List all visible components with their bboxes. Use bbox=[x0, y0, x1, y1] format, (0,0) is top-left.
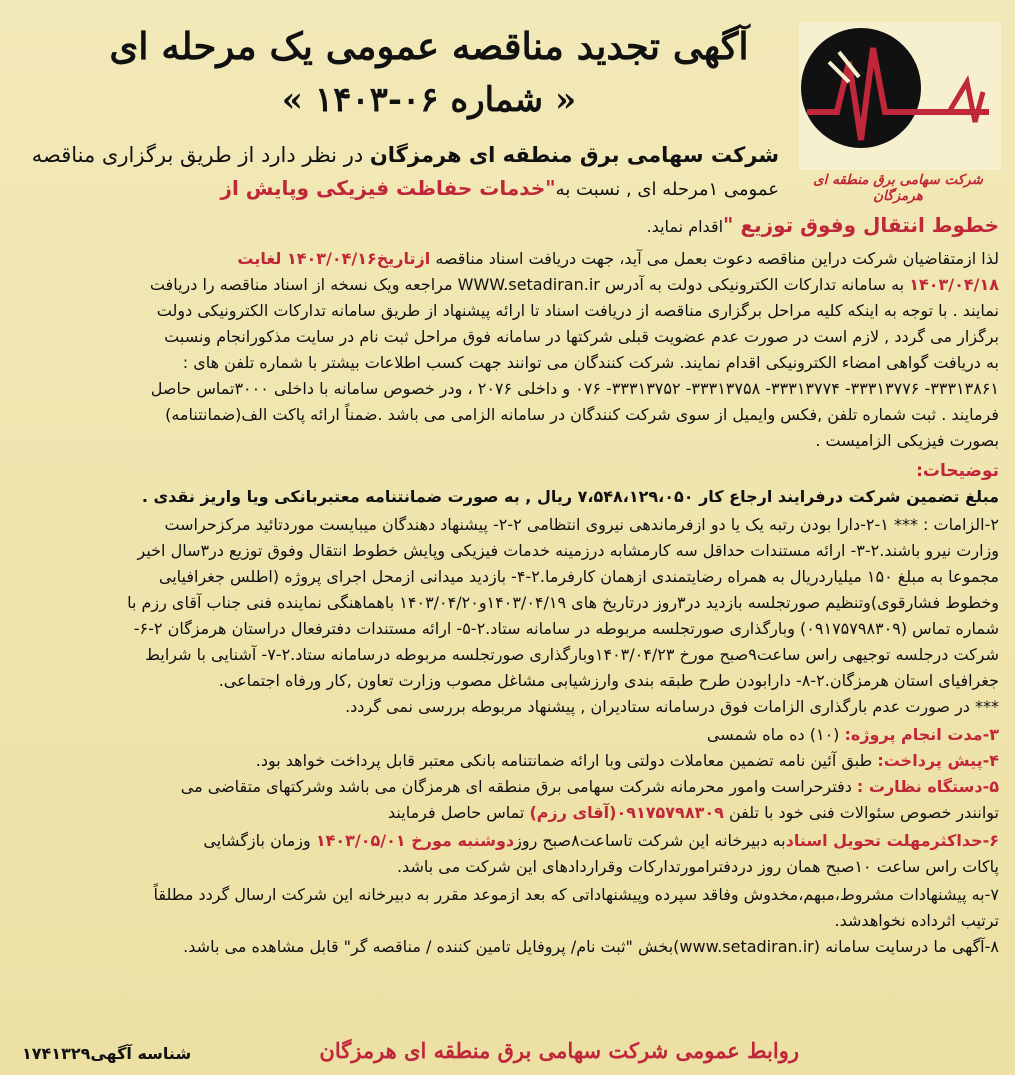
body-text: به سامانه تدارکات الکترونیکی دولت به آدرس WWW.setadiran.ir مراجعه ویک نسخه از اسناد مناقصه را دریافت bbox=[149, 275, 910, 294]
note-item-5 bbox=[16, 774, 999, 800]
note-item-6-cont: پاکات راس ساعت ۱۰صبح همان روز دردفترامورتدارکات وقراردادهای این شرکت می باشد. bbox=[396, 857, 999, 876]
doc-end-date: ۱۴۰۳/۰۴/۱۸ bbox=[909, 275, 999, 294]
note-item-7-cont: ترتیب اثرداده نخواهدشد. bbox=[834, 911, 999, 930]
item-text: توانندر خصوص سئوالات فنی خود با تلفن bbox=[723, 803, 999, 822]
ad-id: شناسه آگهی۱۷۴۱۳۲۹ bbox=[22, 1044, 192, 1063]
item-text: طبق آئین نامه تضمین معاملات دولتی وبا ارائه ضمانتنامه بانکی معتبر قابل پرداخت خواهد بود. bbox=[255, 751, 878, 770]
requirements-note: *** در صورت عدم بارگذاری الزامات فوق درسامانه ستادیران , پیشنهاد مربوطه بررسی نمی گردد. bbox=[345, 697, 999, 716]
requirements-line: ۲-الزامات : *** ۱-۲-دارا بودن رتبه یک یا دو ازفرماندهی نیروی انتظامی ۲-۲- پیشنهاد دهندگان میبایست موردتائید مرکزحراست bbox=[164, 515, 999, 534]
note-item-5-cont bbox=[16, 800, 999, 826]
item-text: تماس حاصل فرمایند bbox=[388, 803, 530, 822]
intro-line-2 bbox=[16, 174, 779, 204]
public-relations: روابط عمومی شرکت سهامی برق منطقه ای هرمزگان bbox=[319, 1038, 799, 1063]
body-line bbox=[16, 246, 999, 272]
intro-line-1 bbox=[16, 140, 779, 170]
requirements-line: شرکت درجلسه توجیهی راس ساعت۹صبح مورخ ۱۴۰۳/۰۴/۲۳وبارگذاری صورتجلسه مربوطه درسامانه ستاد.۲-۷- آشنایی با شرایط bbox=[145, 645, 999, 664]
note-item-6 bbox=[16, 828, 999, 854]
logo-icon bbox=[799, 22, 1001, 170]
doc-dates: ازتاریخ۱۴۰۳/۰۴/۱۶ لغایت bbox=[237, 249, 431, 268]
requirements-line: وزارت نیرو باشند.۲-۳- ارائه مستندات حداقل سه کارمشابه درزمینه خدمات فیزیکی وپایش خطوط انتقال وفوق توزیع در۳سال اخیر bbox=[137, 541, 999, 560]
tender-number: « شماره ۰۶-۱۴۰۳ » bbox=[281, 80, 577, 120]
deadline-date: دوشنبه مورخ ۱۴۰۳/۰۵/۰۱ bbox=[315, 831, 515, 850]
item-label: ۶-حداکثرمهلت تحویل اسناد bbox=[785, 831, 999, 850]
item-label: ۵-دستگاه نظارت : bbox=[856, 777, 999, 796]
body-line: فرمایند . ثبت شماره تلفن ,فکس وایمیل از سوی شرکت کنندگان در سامانه الزامی می باشد .ضمناً ارائه پاکت الف(ضمانتنامه) bbox=[165, 405, 999, 424]
body-line: ۳۳۳۱۳۸۶۱- ۳۳۳۱۳۷۷۶- ۳۳۳۱۳۷۷۴- ۳۳۳۱۳۷۵۸- ۳۳۳۱۳۷۵۲- ۰۷۶ و داخلی ۲۰۷۶ ، ودر خصوص سامانه با داخلی ۳۰۰۰تماس حاصل bbox=[150, 379, 999, 398]
note-item-8: ۸-آگهی ما درسایت سامانه (www.setadiran.ir)بخش "ثبت نام/ پروفایل تامین کننده / مناقصه گر" قابل مشاهده می باشد. bbox=[183, 937, 999, 956]
company-name: شرکت سهامی برق منطقه ای هرمزگان bbox=[369, 143, 779, 167]
service-title-b: خطوط انتقال وفوق توزیع " bbox=[723, 213, 999, 237]
requirements-line: جغرافیای استان هرمزگان.۲-۸- دارابودن طرح طبقه بندی وارزشیابی مشاغل مصوب وزارت تعاون ,کار ورفاه اجتماعی. bbox=[218, 671, 999, 690]
requirements-line: شماره تماس (۰۹۱۷۵۷۹۸۳۰۹) وبارگذاری صورتجلسه مربوطه در سامانه ستاد.۲-۵- ارائه مستندات دفترفعال دراستان هرمزگان ۲-۶- bbox=[133, 619, 999, 638]
item-text: به دبیرخانه این شرکت تاساعت۸صبح روز bbox=[514, 831, 786, 850]
body-line: به دریافت گواهی امضاء الکترونیکی اقدام نمایند. شرکت کنندگان می توانند جهت کسب اطلاعات بیشتر با شماره تلفن های : bbox=[182, 353, 999, 372]
page-title: آگهی تجدید مناقصه عمومی یک مرحله ای bbox=[109, 24, 749, 68]
company-logo bbox=[799, 22, 1001, 170]
contact-phone: ۰۹۱۷۵۷۹۸۳۰۹(آقای رزم) bbox=[529, 803, 724, 822]
item-label: ۴-پیش پرداخت: bbox=[877, 751, 999, 770]
notes-title: توضیحات: bbox=[916, 461, 999, 481]
note-item-3 bbox=[16, 722, 999, 748]
body-line: برگزار می گردد , لازم است در صورت عدم عضویت قبلی شرکتها در سامانه فوق مراحل ثبت نام در سایت مذکورانجام ونسبت bbox=[164, 327, 999, 346]
note-item-4 bbox=[16, 748, 999, 774]
item-text: وزمان بازگشایی bbox=[203, 831, 316, 850]
intro-text-3: اقدام نماید. bbox=[646, 217, 724, 236]
requirements-line: مجموعا به مبلغ ۱۵۰ میلیاردریال به همراه رضایتمندی ازهمان کارفرما.۲-۴- بازدید میدانی ازمحل اجرای پروژه (اطلس جغرافیایی bbox=[158, 567, 999, 586]
footer bbox=[16, 1038, 999, 1070]
item-label: ۳-مدت انجام پروژه: bbox=[844, 725, 999, 744]
note-item-7: ۷-به پیشنهادات مشروط،مبهم،مخدوش وفاقد سپرده وپیشنهاداتی که بعد ازموعد مقرر به دبیرخانه این شرکت ارسال گردد مطلقاً bbox=[153, 885, 999, 904]
item-text: دفترحراست وامور محرمانه شرکت سهامی برق منطقه ای هرمزگان می باشد وشرکتهای متقاضی می bbox=[180, 777, 857, 796]
body-line: نمایند . با توجه به اینکه کلیه مراحل برگزاری مناقصه از دریافت اسناد تا ارائه پیشنهاد از طریق سامانه تدارکات الکترونیکی دولت bbox=[156, 301, 999, 320]
item-text: (۱۰) ده ماه شمسی bbox=[706, 725, 845, 744]
logo-caption: شرکت سهامی برق منطقه ای هرمزگان bbox=[813, 172, 983, 204]
body-line: بصورت فیزیکی الزامیست . bbox=[815, 431, 999, 450]
requirements-line: وخطوط فشارقوی)وتنظیم صورتجلسه بازدید در۳روز درتاریخ های ۱۴۰۳/۰۴/۱۹و۱۴۰۳/۰۴/۲۰ باهماهنگی نماینده فنی جناب آقای رزم با bbox=[127, 593, 999, 612]
intro-text-2: عمومی ۱مرحله ای , نسبت به bbox=[555, 179, 779, 200]
intro-text: در نظر دارد از طریق برگزاری مناقصه bbox=[31, 143, 370, 167]
body-line bbox=[16, 272, 999, 298]
intro-line-3 bbox=[16, 210, 999, 242]
service-title-a: "خدمات حفاظت فیزیکی وپایش از bbox=[220, 176, 556, 200]
body-text: لذا ازمتقاضیان شرکت دراین مناقصه دعوت بعمل می آید، جهت دریافت اسناد مناقصه bbox=[430, 249, 999, 268]
note-item-1: مبلغ تضمین شرکت درفرایند ارجاع کار ۷،۵۴۸،۱۲۹،۰۵۰ ریال , به صورت ضمانتنامه معتبربانکی ویا واریز نقدی . bbox=[141, 487, 999, 506]
